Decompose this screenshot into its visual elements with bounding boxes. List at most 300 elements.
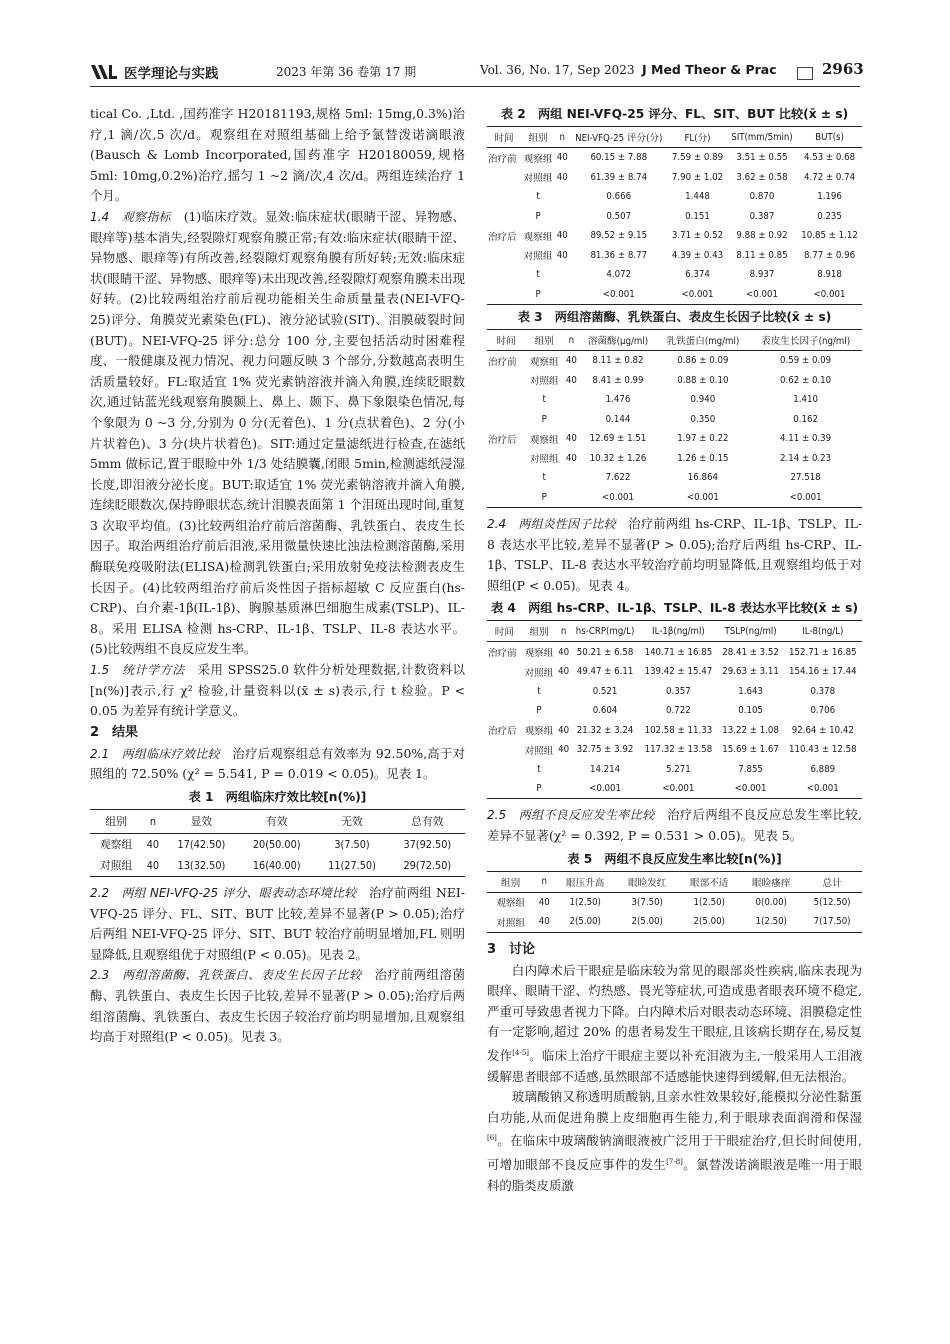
table-cell: 154.16 ± 17.44: [788, 666, 857, 678]
table-cell: 8.77 ± 0.96: [803, 249, 856, 261]
table2-header: BUT(s): [815, 131, 844, 143]
table-cell: 50.21 ± 6.58: [576, 646, 634, 658]
table-cell: 0.706: [810, 705, 836, 717]
table-cell: 3.62 ± 0.58: [736, 171, 788, 183]
table-cell: 1(2.50): [755, 916, 787, 928]
table1-header: 总有效: [411, 815, 444, 828]
table-cell: [487, 207, 521, 227]
discussion-text: 。在临床中玻璃酸钠滴眼液被广泛用于干眼症治疗,但长时间使用,可增加眼部不良反应事件的发生: [487, 1133, 862, 1173]
table-cell: 治疗后: [488, 434, 517, 446]
table-cell: [487, 740, 522, 760]
table-cell: 0.235: [817, 210, 842, 222]
table-cell: 2.14 ± 0.23: [780, 452, 832, 464]
table-cell: [555, 207, 569, 227]
table2-header: 组别: [528, 133, 548, 144]
section-2-4: [487, 514, 862, 596]
table3-header: n: [568, 334, 575, 346]
section-2-3-text: 治疗前两组溶菌酶、乳铁蛋白、表皮生长因子比较,差异不显著(P > 0.05);治疗后两组溶菌酶、乳铁蛋白、表皮生长因子较治疗前均明显增加,且观察组均高于对照组(P < 0.05)。见表 3。: [90, 967, 466, 1045]
table-cell: 对照组: [523, 251, 553, 263]
table-cell: 21.32 ± 3.24: [576, 724, 634, 736]
discussion-text: 。氯替泼诺滴眼液是唯一用于眼科的脂类皮质激: [487, 1157, 863, 1193]
table-cell: 4.11 ± 0.39: [780, 433, 832, 445]
table-cell: 7.622: [605, 472, 631, 484]
table-cell: t: [537, 685, 541, 697]
table-cell: t: [536, 191, 540, 203]
table-cell: 对照组: [99, 859, 133, 872]
table-cell: 40: [558, 724, 570, 736]
table-row: [487, 892, 862, 912]
table-cell: [487, 449, 525, 469]
table5: [487, 871, 862, 933]
table3: [487, 329, 862, 508]
table-cell: P: [535, 210, 541, 222]
table-cell: 1(2.50): [569, 896, 601, 908]
table-row: [487, 740, 862, 760]
page-number: 2963: [822, 60, 864, 78]
table-cell: 治疗后: [488, 726, 517, 738]
discussion-text: 玻璃酸钠又称透明质酸钠,且亲水性效果较好,能模拟分泌性黏蛋白功能,从而促进角膜上皮细胞再生能力,利于眼球表面润滑和保湿: [487, 1089, 862, 1125]
table-cell: 40: [565, 374, 577, 386]
table-cell: 3(7.50): [334, 838, 370, 851]
table1-header: 有效: [265, 815, 288, 828]
table-cell: [487, 759, 522, 779]
table-cell: <0.001: [662, 783, 695, 795]
section-2-5-text: 治疗后两组不良反应总发生率比较,差异不显著(χ² = 0.392, P = 0.531 > 0.05)。见表 5。: [487, 807, 862, 843]
table-cell: P: [541, 413, 547, 425]
table-cell: 6.889: [810, 763, 836, 775]
table4-header: IL-8(ng/L): [802, 625, 844, 637]
table5-header: 总计: [822, 877, 842, 889]
table-cell: 40: [538, 896, 550, 908]
section-1-4-text: (1)临床疗效。显效:临床症状(眼睛干涩、异物感、眼痒等)基本消失,经裂隙灯观察角膜正常;有效:临床症状(眼睛干涩、异物感、眼痒等)有所改善,经裂隙灯观察角膜有所好转;无效:临床症状(眼睛干涩、异物感、眼痒等)未出现改善,经裂隙灯观察角膜未出现好转。(2)比较两组治疗前后视功能相关生命质量量表(NEI-VFQ-25)评分、角膜荧光素染色(FL)、液分泌试验(SIT)、泪膜破裂时间(BUT)。NEI-VFQ-25 评分:总分 100 分,主要包括活动时困难程度、一般健康及视力情况、视力问题反映 3 个部分,分数越高表明生活质量较好。FL:取适宜 1% 荧光素钠溶液并滴入角膜,连续眨眼数次,通过钴蓝光线观察角膜颞上、鼻上、颞下、鼻下象限染色情况,每个象限为 0 ~3 分,分别为 0 分(无着色)、1 分(点状着色)、2 分(小片状着色)、3 分(块片状着色)。SIT:通过定量滤纸进行检查,在滤纸 5mm 做标记,置于眼睑中外 1/3 处结膜囊,闭眼 5min,检测滤纸浸湿长度,即泪液分泌长度。BUT:取适宜 1% 荧光素钠溶液并滴入角膜,连续眨眼数次,保持睁眼状态,统计泪膜表面第 1 个泪斑出现时间,重复 3 次取平均值。(3)比较两组治疗前后溶菌酶、乳铁蛋白、表皮生长因子。取治两组治疗前后泪液,采用微量快速比浊法检测溶菌酶,采用酶联免疫吸附法(ELISA)检测乳铁蛋白;采用放射免疫法检测表皮生长因子。(4)比较两组治疗前后炎性因子指标超敏 C 反应蛋白(hs-CRP)、白介素-1β(IL-1β)、胸腺基质淋巴细胞生成素(TSLP)、IL-8。采用 ELISA 检测 hs-CRP、IL-1β、TSLP、IL-8 表达水平。(5)比较两组不良反应发生率。: [90, 208, 466, 657]
header-box-icon: [797, 67, 813, 80]
table-cell: 对照组: [496, 917, 526, 929]
table-cell: 2(5.00): [693, 916, 725, 928]
table2-header: FL(分): [684, 133, 711, 144]
table2-title: 表 2 两组 NEI-VFQ-25 评分、FL、SIT、BUT 比较(x̄ ± s): [500, 107, 849, 121]
table-cell: 140.71 ± 16.85: [644, 646, 713, 658]
table4-header: TSLP(ng/ml): [724, 625, 777, 637]
table3-header: 乳铁蛋白(mg/ml): [666, 336, 740, 347]
table-cell: 102.58 ± 11.33: [644, 724, 713, 736]
table4-header: IL-1β(ng/ml): [652, 625, 705, 637]
table-cell: 对照组: [524, 667, 554, 679]
table-cell: 40: [556, 152, 568, 164]
table-cell: 1.97 ± 0.22: [677, 433, 729, 445]
table-cell: [555, 187, 569, 207]
table-row: [487, 187, 862, 207]
table-cell: 32.75 ± 3.92: [576, 744, 634, 756]
table-row: [487, 681, 862, 701]
table-cell: 40: [146, 859, 160, 872]
table-cell: 40: [558, 744, 570, 756]
table-cell: 0.162: [793, 413, 818, 425]
table-cell: [487, 265, 521, 285]
table-cell: [563, 410, 579, 430]
table-cell: 0.62 ± 0.10: [780, 374, 832, 386]
issue-cn: 2023 年第 36 卷第 17 期: [276, 65, 417, 79]
table3-title: 表 3 两组溶菌酶、乳铁蛋白、表皮生长因子比较(x̄ ± s): [517, 310, 832, 324]
section-3-title: 3 讨论: [487, 941, 536, 957]
table4-header: 时间: [494, 627, 514, 639]
table5-header: 眼压升高: [566, 877, 605, 889]
discussion-paragraph-2: [487, 1087, 862, 1196]
table-cell: 9.88 ± 0.92: [736, 230, 788, 242]
table-cell: 5(12.50): [813, 896, 851, 908]
section-2-1-text: 治疗后观察组总有效率为 92.50%,高于对照组的 72.50% (χ² = 5.541, P = 0.019 < 0.05)。见表 1。: [90, 745, 466, 782]
table-cell: 观察组: [496, 898, 526, 910]
table-cell: 0.870: [749, 191, 775, 203]
journal-logo-icon: [90, 63, 118, 81]
table-cell: t: [542, 472, 546, 484]
table5-header-row: [487, 871, 862, 892]
table-cell: [563, 390, 579, 410]
section-2-4-label: 2.4 两组炎性因子比较: [487, 517, 616, 531]
table-row: [487, 468, 862, 488]
table2-header: NEI-VFQ-25 评分(分): [575, 133, 663, 144]
table-cell: 0.507: [606, 210, 632, 222]
table-cell: 15.69 ± 1.67: [722, 744, 779, 756]
table3-header: 组别: [534, 336, 554, 347]
table-cell: t: [537, 763, 541, 775]
table-cell: 对照组: [524, 745, 554, 757]
table-cell: 12.69 ± 1.51: [589, 433, 647, 445]
table-cell: 1.410: [793, 394, 818, 406]
discussion-text: 白内障术后干眼症是临床较为常见的眼部炎性疾病,临床表现为眼痒、眼睛干涩、灼热感、畏光等症状,可造成患者眼表环境不稳定,严重可导致患者视力下降。白内障术后对眼表动态环境、泪膜稳定性有一定影响,超过 20% 的患者易发生干眼症,且该病长期存在,易反复发作: [487, 962, 862, 1064]
table-row: [487, 371, 862, 391]
table-cell: 29(72.50): [403, 859, 452, 872]
table-cell: 1(2.50): [693, 896, 725, 908]
section-2-5: [487, 805, 862, 846]
table-cell: 2(5.00): [569, 916, 601, 928]
table-row: [90, 855, 465, 877]
section-2-2-text: 治疗前两组 NEI-VFQ-25 评分、FL、SIT、BUT 比较,差异不显著(P > 0.05);治疗后两组 NEI-VFQ-25 评分、SIT、BUT 较治疗前明显增加,FL 则明显降低,且观察组优于对照组(P < 0.05)。见表 2。: [90, 885, 465, 962]
paragraph-methods-continued: tical Co. ,Ltd. ,国药准字 H20181193,规格 5ml: 15mg,0.3%)治疗,1 滴/次,5 次/d。观察组在对照组基础上给予氯替泼诺滴眼液(Bausch & Lomb Incorporated,国药准字 H20180059,规格 5ml: 10mg,0.2%)治疗,摇匀 1 ~2 滴/次,4 次/d。两组连续治疗 1 个月。: [90, 106, 465, 204]
table-row: [90, 834, 465, 856]
table-cell: 13.22 ± 1.08: [722, 724, 779, 736]
table-cell: 7(17.50): [813, 916, 851, 928]
table-cell: 8.918: [817, 269, 842, 281]
table-cell: [487, 168, 521, 188]
table2: [487, 126, 862, 305]
table-cell: 40: [565, 433, 577, 445]
table-cell: [487, 246, 521, 266]
table-cell: 观察组: [524, 648, 554, 660]
table-cell: [487, 371, 525, 391]
table-cell: 观察组: [99, 838, 133, 851]
table-cell: <0.001: [813, 288, 846, 300]
table-cell: <0.001: [589, 783, 622, 795]
table5-header: 眼睑发红: [628, 877, 667, 889]
table-cell: 16.864: [687, 472, 718, 484]
section-2-1-label: 2.1 两组临床疗效比较: [90, 746, 220, 761]
table-cell: 139.42 ± 15.47: [644, 666, 713, 678]
table-cell: 81.36 ± 8.77: [590, 249, 648, 261]
table-cell: 152.71 ± 16.85: [788, 646, 857, 658]
table-cell: 1.643: [738, 685, 763, 697]
table-row: [487, 285, 862, 305]
table-cell: [563, 488, 579, 508]
table-cell: 8.937: [749, 269, 775, 281]
table-cell: 7.59 ± 0.89: [671, 152, 724, 164]
table-cell: [487, 779, 522, 799]
section-1-4-label: 1.4 观察指标: [90, 209, 171, 224]
table-cell: 11(27.50): [328, 859, 376, 872]
table-cell: 观察组: [523, 153, 553, 165]
table-cell: [487, 701, 522, 721]
table-cell: 治疗后: [488, 231, 517, 243]
table-cell: 10.32 ± 1.26: [589, 452, 647, 464]
table-cell: 0.105: [738, 705, 763, 717]
table-cell: 40: [565, 452, 577, 464]
table2-header: n: [559, 131, 565, 143]
table-cell: 7.855: [738, 763, 763, 775]
table-cell: [487, 285, 521, 305]
table1-header: 组别: [105, 815, 127, 828]
section-2-1: [90, 744, 465, 785]
table1-header: 显效: [190, 815, 213, 828]
table-cell: [556, 759, 571, 779]
table1-header-row: [90, 810, 465, 834]
table-row: [487, 226, 862, 246]
table-row: [487, 912, 862, 932]
section-2-2-label: 2.2 两组 NEI-VFQ-25 评分、眼表动态环境比较: [90, 886, 357, 900]
table-cell: 0.387: [749, 210, 775, 222]
table-cell: 20(50.00): [252, 838, 301, 851]
table-cell: 0.88 ± 0.10: [677, 374, 729, 386]
table-cell: 观察组: [529, 434, 559, 446]
table-cell: 5.271: [666, 763, 691, 775]
table-cell: 117.32 ± 13.58: [644, 744, 713, 756]
table1-header: 无效: [341, 815, 363, 828]
table-cell: 92.64 ± 10.42: [791, 724, 854, 736]
table-cell: 1.476: [605, 394, 631, 406]
table-cell: P: [541, 491, 547, 503]
table-cell: 0.86 ± 0.09: [677, 355, 729, 367]
issue-en: Vol. 36, No. 17, Sep 2023: [480, 63, 635, 77]
table5-header: 眼睑瘙痒: [752, 877, 791, 889]
table3-header: 溶菌酶(μg/ml): [587, 336, 649, 347]
table-cell: <0.001: [686, 491, 719, 503]
section-1-5-label: 1.5 统计学方法: [90, 663, 185, 678]
table-cell: 40: [538, 916, 550, 928]
table4: [487, 620, 862, 799]
table-cell: 3.71 ± 0.52: [671, 230, 724, 242]
section-2-3: [90, 965, 465, 1047]
table-cell: <0.001: [806, 783, 839, 795]
table-cell: 1.196: [817, 191, 842, 203]
table-cell: 37(92.50): [403, 838, 452, 851]
table-cell: P: [535, 288, 541, 300]
table-row: [487, 265, 862, 285]
table-cell: 27.518: [790, 472, 821, 484]
table-cell: 40: [558, 646, 570, 658]
table4-header-row: [487, 621, 862, 642]
table-cell: 治疗前: [488, 356, 517, 368]
table-cell: 40: [556, 249, 568, 261]
citation: [7-8]: [666, 1158, 683, 1167]
table-row: [487, 246, 862, 266]
table1-title: 表 1 两组临床疗效比较[n(%)]: [188, 790, 367, 804]
table-cell: [556, 701, 571, 721]
table-cell: 2(5.00): [631, 916, 663, 928]
table-cell: 0.940: [690, 394, 716, 406]
table4-title: 表 4 两组 hs-CRP、IL-1β、TSLP、IL-8 表达水平比较(x̄ ± s): [490, 601, 859, 616]
table-cell: 29.63 ± 3.11: [722, 666, 779, 678]
table-row: [487, 351, 862, 371]
table-cell: [487, 187, 521, 207]
table-cell: [555, 285, 569, 305]
table-cell: 4.72 ± 0.74: [803, 171, 856, 183]
table-cell: 1.448: [685, 191, 710, 203]
table-cell: 60.15 ± 7.88: [590, 152, 648, 164]
table-cell: 4.072: [606, 269, 632, 281]
table-cell: 对照组: [529, 376, 559, 388]
citation: [4-5]: [512, 1048, 530, 1057]
table2-header-row: [487, 127, 862, 148]
table-cell: 40: [556, 230, 568, 242]
table-cell: 13(32.50): [177, 859, 226, 872]
table-row: [487, 390, 862, 410]
table-cell: <0.001: [602, 491, 634, 503]
section-1-5-text: 采用 SPSS25.0 软件分析处理数据,计数资料以[n(%)]表示,行 χ² 检验,计量资料以(x̄ ± s)表示,行 t 检验。P < 0.05 为差异有统计学意义。: [90, 662, 466, 719]
table4-header: hs-CRP(mg/L): [575, 625, 635, 637]
table2-header: SIT(mm/5min): [731, 131, 793, 143]
table4-header: 组别: [529, 627, 549, 639]
table-cell: [556, 681, 571, 701]
table-cell: [487, 662, 522, 682]
table-cell: 40: [565, 355, 577, 367]
table-cell: 16(40.00): [252, 859, 301, 872]
table2-header: 时间: [494, 133, 514, 144]
citation: [6]: [487, 1134, 497, 1143]
section-1-4: [90, 207, 465, 660]
right-column: [487, 104, 862, 1196]
table-cell: 40: [556, 171, 568, 183]
table-cell: 0.350: [690, 413, 716, 425]
table-cell: <0.001: [681, 288, 714, 300]
table-cell: 7.90 ± 1.02: [671, 171, 724, 183]
discussion-paragraph-1: [487, 961, 862, 1088]
table-cell: [487, 410, 525, 430]
table-cell: 对照组: [529, 454, 559, 466]
table5-header: 组别: [501, 877, 521, 889]
table-cell: 3(7.50): [631, 896, 663, 908]
journal-name-en: J Med Theor & Prac: [642, 62, 777, 77]
table-cell: 0.666: [606, 191, 632, 203]
table3-header: 表皮生长因子(ng/ml): [761, 336, 851, 347]
table-cell: 观察组: [524, 726, 554, 738]
table-cell: <0.001: [602, 288, 635, 300]
table-cell: <0.001: [746, 288, 778, 300]
table-cell: 61.39 ± 8.74: [590, 171, 648, 183]
table-cell: 观察组: [529, 356, 559, 368]
section-2-5-label: 2.5 两组不良反应发生率比较: [487, 808, 655, 823]
table-row: [487, 720, 862, 740]
table-row: [487, 410, 862, 430]
section-2-title: 2 结果: [90, 724, 139, 740]
table-row: [487, 449, 862, 469]
table-cell: 17(42.50): [177, 838, 226, 851]
running-header: [90, 60, 864, 87]
table-cell: 8.11 ± 0.85: [736, 249, 788, 261]
table1-header: n: [149, 815, 156, 828]
table-cell: [487, 468, 525, 488]
table-cell: [487, 390, 525, 410]
table-cell: 8.41 ± 0.99: [592, 374, 644, 386]
table-cell: 观察组: [523, 231, 553, 243]
table-cell: 4.53 ± 0.68: [803, 152, 856, 164]
table-cell: 0.59 ± 0.09: [780, 355, 832, 367]
table-cell: 14.214: [589, 763, 621, 775]
table-cell: 对照组: [523, 173, 553, 185]
table-cell: 3.51 ± 0.55: [736, 152, 788, 164]
table-cell: [555, 265, 569, 285]
table4-header: n: [560, 625, 567, 637]
table-row: [487, 642, 862, 662]
table-cell: [487, 488, 525, 508]
section-2-2: [90, 883, 465, 965]
table-cell: 40: [146, 838, 160, 851]
table-cell: 0.521: [592, 685, 618, 697]
table5-header: n: [541, 876, 547, 888]
table-cell: 4.39 ± 0.43: [671, 249, 724, 261]
table-cell: 治疗前: [488, 648, 517, 660]
journal-name-cn: 医学理论与实践: [124, 66, 219, 82]
table-cell: 0.604: [592, 705, 618, 717]
table-cell: 1.26 ± 0.15: [677, 452, 729, 464]
table3-header: 时间: [496, 336, 516, 347]
table-cell: t: [536, 269, 540, 281]
table-row: [487, 148, 862, 168]
section-2-4-text: 治疗前两组 hs-CRP、IL-1β、TSLP、IL-8 表达水平比较,差异不显著(P > 0.05);治疗后两组 hs-CRP、IL-1β、TSLP、IL-8 表达水平较治疗前均明显降低,且观察组均低于对照组(P < 0.05)。见表 4。: [487, 516, 862, 593]
section-2-3-label: 2.3 两组溶菌酶、乳铁蛋白、表皮生长因子比较: [90, 968, 362, 983]
table-row: [487, 662, 862, 682]
table-cell: 0.357: [666, 685, 691, 697]
table-row: [487, 207, 862, 227]
table-row: [487, 779, 862, 799]
table-cell: 110.43 ± 12.58: [788, 744, 857, 756]
table-cell: P: [536, 783, 542, 795]
table-row: [487, 701, 862, 721]
table-row: [487, 759, 862, 779]
table-row: [487, 488, 862, 508]
left-column: [90, 104, 465, 1048]
table5-header: 眼部不适: [690, 877, 729, 889]
table-cell: [487, 681, 522, 701]
table-cell: 6.374: [685, 269, 710, 281]
table5-title: 表 5 两组不良反应发生率比较[n(%)]: [567, 851, 782, 866]
table-cell: [556, 779, 571, 799]
table-cell: 8.11 ± 0.82: [592, 355, 644, 367]
discussion-text: 。临床上治疗干眼症主要以补充泪液为主,一般采用人工泪液缓解患者眼部不适感,虽然眼部不适感能快速得到缓解,但无法根治。: [487, 1048, 862, 1084]
table-cell: P: [536, 705, 542, 717]
table-cell: 28.41 ± 3.52: [722, 646, 779, 658]
table-cell: 49.47 ± 6.11: [576, 666, 634, 678]
table3-header-row: [487, 330, 862, 351]
table-cell: 0.378: [810, 685, 836, 697]
table-cell: 0.144: [605, 413, 631, 425]
table-cell: 0.151: [685, 210, 710, 222]
table-cell: 10.85 ± 1.12: [801, 230, 858, 242]
table-cell: 40: [558, 666, 570, 678]
table-cell: [563, 468, 579, 488]
table-cell: 治疗前: [488, 153, 517, 165]
table-cell: 89.52 ± 9.15: [590, 230, 648, 242]
table-cell: <0.001: [789, 491, 822, 503]
table-cell: <0.001: [734, 783, 767, 795]
table-cell: 0.722: [666, 705, 691, 717]
